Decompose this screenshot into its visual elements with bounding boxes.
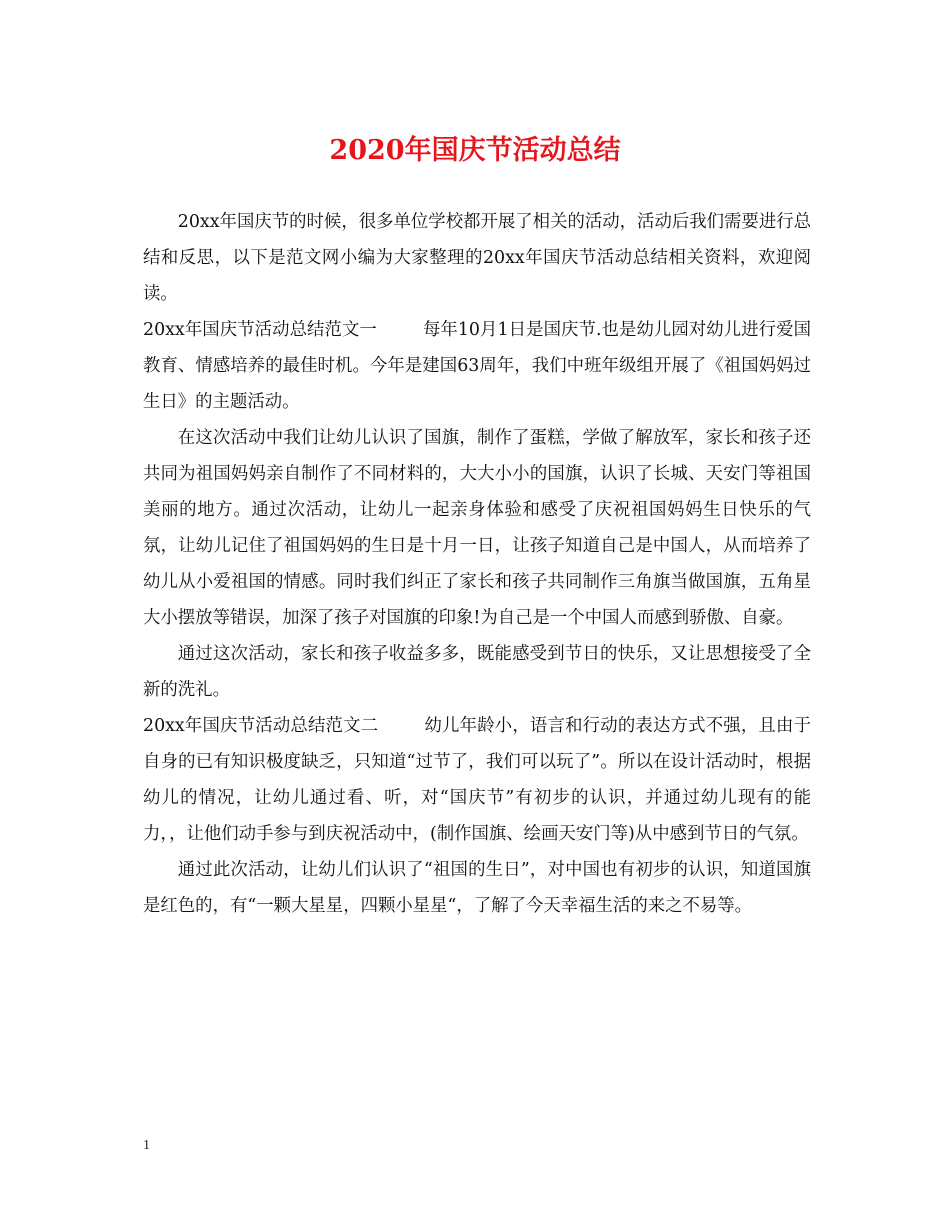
sample-one-heading: 20xx年国庆节活动总结范文一 (143, 320, 377, 340)
activity-paragraph: 在这次活动中我们让幼儿认识了国旗，制作了蛋糕，学做了解放军，家长和孩子还共同为祖国妈妈亲自制作了不同材料的，大大小小的国旗，认识了长城、天安门等祖国美丽的地方。通过次活动，让幼儿一起亲身体验和感受了庆祝祖国妈妈生日快乐的气氛，让幼儿记住了祖国妈妈的生日是十月一日，让孩子知道自己是中国人，从而培养了幼儿从小爱祖国的情感。同时我们纠正了家长和孩子共同制作三角旗当做国旗，五角星大小摆放等错误，加深了孩子对国旗的印象!为自己是一个中国人而感到骄傲、自豪。 (143, 428, 811, 628)
closing-paragraph: 通过此次活动，让幼儿们认识了“祖国的生日”，对中国也有初步的认识，知道国旗是红色的，有“一颗大星星，四颗小星星“，了解了今天幸福生活的来之不易等。 (143, 860, 811, 916)
intro-paragraph: 20xx年国庆节的时候，很多单位学校都开展了相关的活动，活动后我们需要进行总结和反思，以下是范文网小编为大家整理的20xx年国庆节活动总结相关资料，欢迎阅读。 (143, 212, 811, 304)
sample-one-text: 每年10月1日是国庆节.也是幼儿园对幼儿进行爱国教育、情感培养的最佳时机。今年是建国63周年，我们中班年级组开展了《祖国妈妈过生日》的主题活动。 (143, 320, 811, 412)
document-title: 2020年国庆节活动总结 (329, 135, 621, 166)
sample-two-heading: 20xx年国庆节活动总结范文二 (143, 716, 379, 736)
document-body (143, 204, 811, 924)
result-paragraph: 通过这次活动，家长和孩子收益多多，既能感受到节日的快乐，又让思想接受了全新的洗礼。 (143, 644, 811, 700)
sample-two-text: 幼儿年龄小，语言和行动的表达方式不强，且由于自身的已有知识极度缺乏，只知道“过节了，我们可以玩了”。所以在设计活动时，根据幼儿的情况，让幼儿通过看、听，对“国庆节”有初步的认识，并通过幼儿现有的能力，，让他们动手参与到庆祝活动中，(制作国旗、绘画天安门等)从中感到节日的气氛。 (143, 716, 811, 844)
page-number: 1 (143, 1138, 150, 1153)
sample-two-paragraph (143, 708, 811, 852)
sample-one-paragraph (143, 312, 811, 420)
